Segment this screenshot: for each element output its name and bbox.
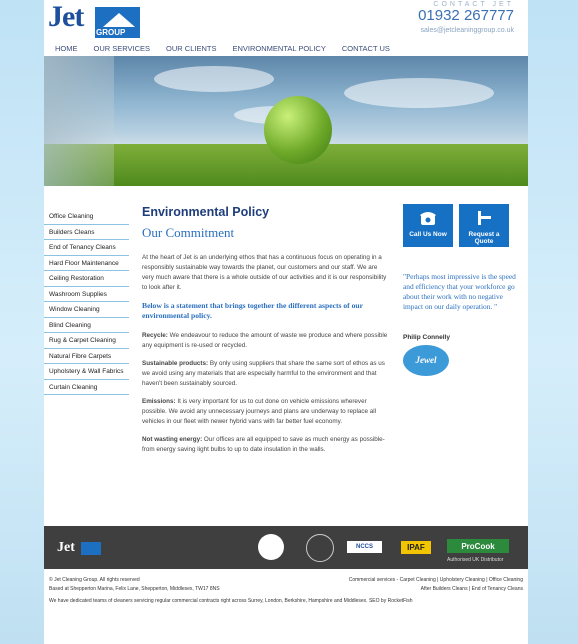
sidebar-item-rug-carpet[interactable]: Rug & Carpet Cleaning [44, 333, 129, 349]
sidebar-item-ceiling[interactable]: Ceiling Restoration [44, 271, 129, 287]
main-nav [44, 42, 528, 56]
distributor-label: Authorised UK Distributor [447, 557, 504, 563]
hero-banner [44, 56, 528, 186]
policy-sustainable: Sustainable products: By only using suppliers that share the same sort of ethos as us we avoid using any materials that are especially harmful to the environment and that haven't been sustainably sourced. [142, 360, 385, 387]
footer-logo-box-icon [81, 542, 101, 555]
accreditation-nccs: NCCS [347, 541, 382, 553]
signature-badge: Jewel [403, 345, 449, 376]
accreditation-ipaf: IPAF [401, 541, 431, 554]
policy-emissions: Emissions: It is very important for us to cut done on vehicle emissions wherever possible. We avoid any unnecessary journeys and plans are underway to replace all vehicles in our fleet with newer hybrid vans with far better fuel economy. [142, 398, 377, 425]
grass-globe [264, 96, 332, 164]
sidebar-item-hard-floor[interactable]: Hard Floor Maintenance [44, 256, 129, 272]
footer-bar [44, 526, 528, 569]
policy-statement: Below is a statement that brings together the different aspects of our environmental policy. [142, 301, 363, 320]
policy-recycle: Recycle: We endeavour to reduce the amount of waste we produce and where possible any equipment is re-used or recycled. [142, 332, 388, 349]
sidebar-item-blind[interactable]: Blind Cleaning [44, 318, 129, 334]
sidebar-item-window[interactable]: Window Cleaning [44, 302, 129, 318]
nav-environmental-policy[interactable]: ENVIRONMENTAL POLICY [232, 44, 326, 53]
services-sidebar [44, 209, 129, 395]
accreditation-procook: ProCook [447, 539, 509, 553]
footer-text [49, 576, 523, 606]
sidebar-item-natural-fibre[interactable]: Natural Fibre Carpets [44, 349, 129, 365]
call-us-label: Call Us Now [409, 231, 447, 238]
address: Based at Shepperton Marina, Felix Lane, Shepperton, Middlesex, TW17 8NS [49, 586, 220, 592]
page-title: Environmental Policy [142, 205, 270, 219]
footer-links-services[interactable]: Commercial services - Carpet Cleaning | Upholstery Cleaning | Office Cleaning [348, 577, 523, 583]
accreditation-institute-icon [306, 534, 334, 562]
request-quote-button[interactable] [459, 204, 509, 247]
jet-logo[interactable] [48, 0, 140, 39]
policy-energy: Not wasting energy: Our offices are all equipped to save as much energy as possible- from energy saving light bulbs to up to date insulation in the walls. [142, 436, 385, 453]
nav-our-services[interactable]: OUR SERVICES [93, 44, 151, 53]
footer-blurb: We have dedicated teams of cleaners servicing regular commercial contracts right across Surrey, London, Berkshire, Hampshire and Middlesex. SEO by RocketFish [49, 598, 413, 604]
page [44, 0, 528, 644]
sidebar-item-curtain[interactable]: Curtain Cleaning [44, 380, 129, 396]
logo-text: Jet [48, 0, 84, 33]
logo-sub: GROUP [96, 28, 126, 37]
section-subtitle: Our Commitment [142, 225, 235, 240]
page-peel [44, 56, 114, 186]
contact-label: CONTACT JET [433, 1, 514, 8]
call-us-button[interactable] [403, 204, 453, 247]
logo-house-icon [95, 7, 140, 38]
contact-block [418, 1, 514, 34]
nav-contact-us[interactable]: CONTACT US [341, 44, 390, 53]
nav-home[interactable]: HOME [55, 44, 78, 53]
main-content [142, 205, 388, 463]
phone-icon [419, 209, 437, 227]
email-link[interactable]: sales@jetcleaninggroup.co.uk [420, 27, 514, 34]
request-quote-label: Request a Quote [468, 231, 500, 245]
sidebar-item-office-cleaning[interactable]: Office Cleaning [44, 209, 129, 225]
nav-our-clients[interactable]: OUR CLIENTS [166, 44, 217, 53]
copyright: © Jet Cleaning Group. All rights reserved [49, 577, 140, 583]
sidebar-item-upholstery[interactable]: Upholstery & Wall Fabrics [44, 364, 129, 380]
squeegee-icon [475, 209, 493, 227]
sidebar-item-washroom[interactable]: Washroom Supplies [44, 287, 129, 303]
cta-buttons [403, 204, 519, 247]
sidebar-item-end-of-tenancy[interactable]: End of Tenancy Cleans [44, 240, 129, 256]
sidebar-item-builders-cleans[interactable]: Builders Cleans [44, 225, 129, 241]
testimonial: "Perhaps most impressive is the speed and efficiency that your workforce go about their work with no negative impact on our daily operation. " [403, 272, 516, 311]
accreditation-seal-icon [258, 534, 284, 560]
footer-logo[interactable]: Jet [57, 540, 75, 556]
phone-number[interactable]: 01932 267777 [418, 7, 514, 24]
testimonial-author: Philip Connelly [403, 334, 450, 341]
right-column [403, 204, 519, 376]
footer-links-cleans[interactable]: After Builders Cleans | End of Tenancy Cleans [420, 586, 523, 592]
intro-paragraph: At the heart of Jet is an underlying ethos that has a continuous focus on operating in a responsibly sustainable way towards the planet, our customers and our staff. We are very much aware that there is a whole outside of our activities and it is our responsibility to look after it. [142, 254, 387, 291]
